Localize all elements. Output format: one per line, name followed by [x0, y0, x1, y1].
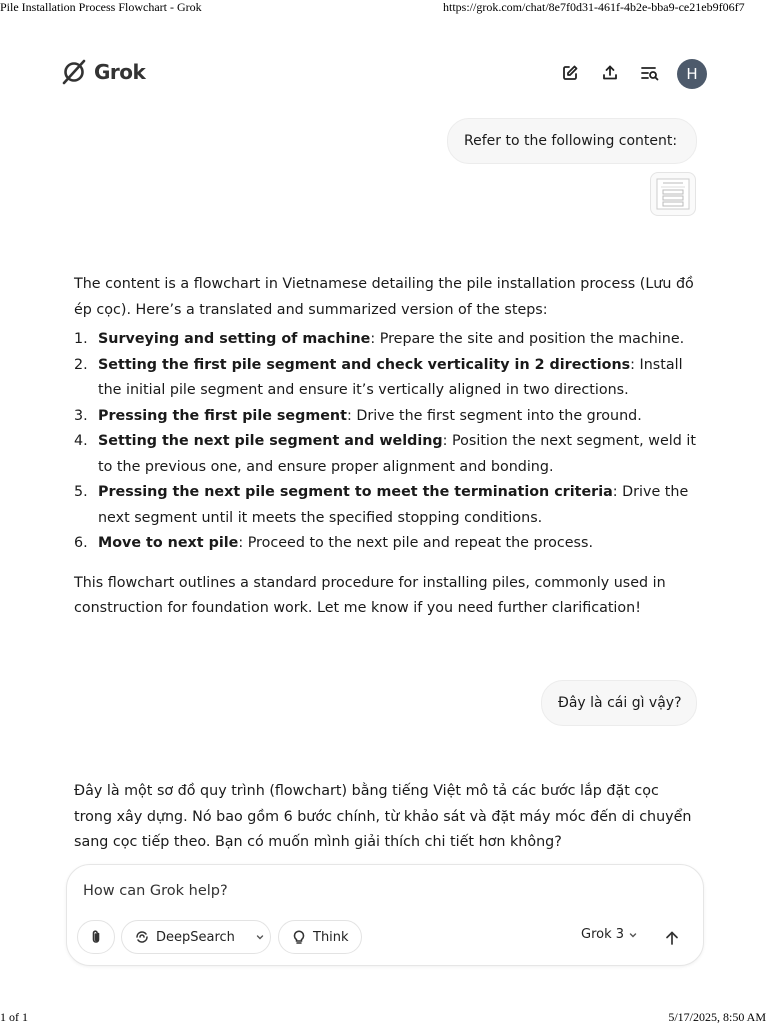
- step-title: Move to next pile: [98, 535, 239, 551]
- list-item: [74, 353, 700, 404]
- top-bar: [0, 56, 768, 92]
- deepsearch-icon: [134, 929, 150, 945]
- user-avatar[interactable]: H: [677, 59, 707, 89]
- step-number: 3.: [74, 407, 88, 424]
- list-item: [74, 327, 700, 353]
- logo-text: Grok: [94, 60, 146, 84]
- step-number: 1.: [74, 331, 88, 347]
- step-title: Surveying and setting of machine: [98, 331, 371, 347]
- assistant-reply: [74, 779, 700, 856]
- list-item: [74, 480, 700, 531]
- user-message-bubble: [447, 118, 697, 164]
- step-title: Pressing the next pile segment to meet the termination criteria: [98, 484, 613, 500]
- attachment-thumbnail[interactable]: [650, 172, 696, 216]
- user-message-bubble: [541, 680, 697, 726]
- user-message-text: Đây là cái gì vậy?: [558, 695, 682, 711]
- think-label: Think: [313, 929, 349, 945]
- step-desc: : Prepare the site and position the machine.: [370, 331, 685, 347]
- list-item: [74, 404, 700, 430]
- share-icon[interactable]: [599, 62, 621, 84]
- step-title: Pressing the first pile segment: [98, 407, 347, 424]
- step-desc: : Position the next segment, weld it to the previous one, and ensure proper alignment and bonding.: [98, 433, 696, 475]
- chevron-down-icon: [628, 930, 638, 940]
- print-page-title: Pile Installation Process Flowchart - Grok: [0, 0, 202, 14]
- edit-icon[interactable]: [559, 62, 581, 84]
- document-thumbnail-icon: [655, 177, 691, 211]
- think-button[interactable]: [278, 920, 362, 954]
- step-number: 2.: [74, 356, 88, 373]
- print-header: [0, 0, 768, 16]
- chevron-down-icon[interactable]: [255, 932, 265, 942]
- step-desc: : Proceed to the next pile and repeat the process.: [238, 535, 593, 551]
- step-number: 4.: [74, 433, 88, 449]
- step-desc: : Drive the first segment into the ground.: [346, 407, 642, 424]
- arrow-up-icon: [664, 930, 680, 946]
- prompt-input[interactable]: [83, 883, 643, 899]
- steps-list: [74, 327, 700, 557]
- model-label: Grok 3: [581, 927, 625, 942]
- paperclip-icon: [88, 929, 104, 945]
- list-item: [74, 429, 700, 480]
- send-button[interactable]: [661, 927, 683, 949]
- model-selector[interactable]: [581, 927, 638, 942]
- step-title: Setting the next pile segment and welding: [98, 433, 443, 449]
- print-page-url: https://grok.com/chat/8e7f0d31-461f-4b2e-bba9-ce21eb9f06f7: [443, 0, 745, 14]
- step-number: 6.: [74, 535, 88, 551]
- reply-intro: The content is a flowchart in Vietnamese detailing the pile installation process (Lưu đồ ép cọc). Here’s a translated and summarized version of the steps:: [74, 276, 694, 318]
- user-message-text: Refer to the following content:: [464, 133, 678, 149]
- print-timestamp: 5/17/2025, 8:50 AM: [668, 1010, 766, 1024]
- step-desc: : Drive the next segment until it meets the specified stopping conditions.: [98, 484, 689, 526]
- page-count: 1 of 1: [0, 1010, 28, 1024]
- step-desc: : Install the initial pile segment and ensure it’s vertically aligned in two directions.: [98, 356, 683, 398]
- step-title: Setting the first pile segment and check verticality in 2 directions: [98, 356, 631, 373]
- assistant-reply: [74, 272, 700, 622]
- history-search-icon[interactable]: [639, 62, 661, 84]
- grok-logo[interactable]: [60, 58, 145, 86]
- attach-button[interactable]: [77, 920, 115, 954]
- lightbulb-icon: [291, 929, 307, 945]
- grok-logo-icon: [60, 58, 88, 86]
- deepsearch-button[interactable]: [121, 920, 271, 954]
- message-composer: [66, 864, 704, 966]
- list-item: [74, 531, 700, 557]
- reply-outro: This flowchart outlines a standard procedure for installing piles, commonly used in construction for foundation work. Let me know if you need further clarification!: [74, 574, 666, 616]
- deepsearch-label: DeepSearch: [156, 929, 235, 945]
- reply-text: Đây là một sơ đồ quy trình (flowchart) bằng tiếng Việt mô tả các bước lắp đặt cọc trong xây dựng. Nó bao gồm 6 bước chính, từ khảo sát và đặt máy móc đến di chuyển sang cọc tiếp theo. Bạn có muốn mình giải thích chi tiết hơn không?: [74, 783, 692, 850]
- step-number: 5.: [74, 484, 88, 500]
